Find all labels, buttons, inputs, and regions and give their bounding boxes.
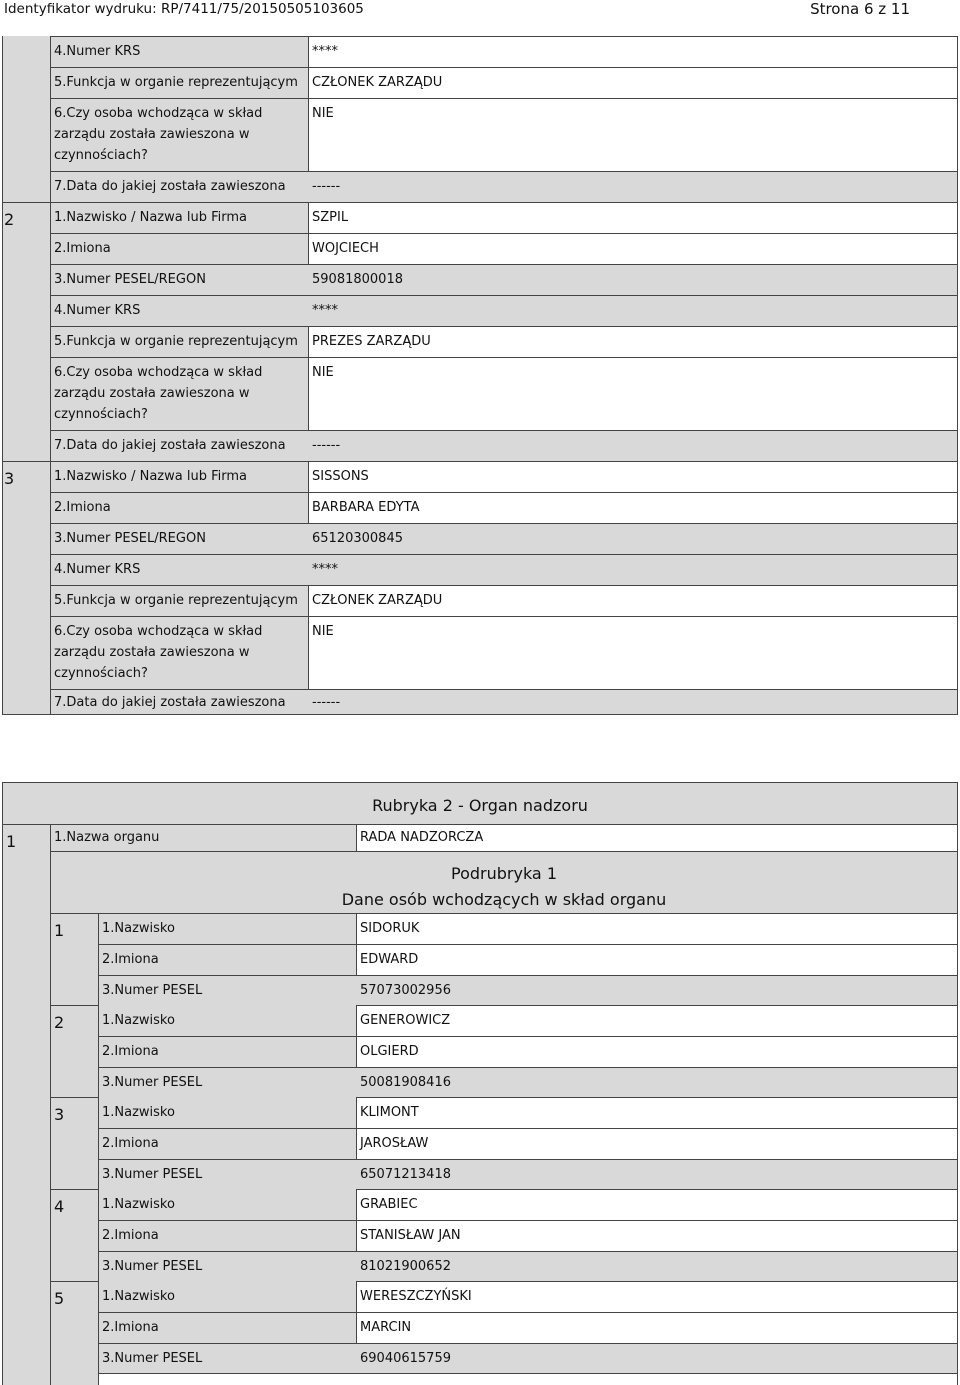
label-function: 5.Funkcja w organie reprezentującym bbox=[54, 75, 298, 90]
value-function: PREZES ZARZĄDU bbox=[312, 334, 431, 349]
member-index: 3 bbox=[54, 1105, 65, 1124]
board-table bbox=[2, 36, 958, 715]
value-pesel: 65071213418 bbox=[360, 1167, 451, 1182]
label-pesel: 3.Numer PESEL bbox=[102, 1259, 203, 1274]
value-surname: SISSONS bbox=[312, 469, 369, 484]
value-krs: **** bbox=[312, 44, 338, 59]
value-pesel: 57073002956 bbox=[360, 983, 451, 998]
label-names: 2.Imiona bbox=[102, 1320, 159, 1335]
value-krs: **** bbox=[312, 303, 338, 318]
label-surname: 1.Nazwisko / Nazwa lub Firma bbox=[54, 469, 247, 484]
section-title: Rubryka 2 - Organ nadzoru bbox=[372, 796, 588, 815]
label-surname: 1.Nazwisko bbox=[102, 1013, 175, 1028]
index-column bbox=[2, 824, 50, 1385]
member-index-column bbox=[50, 913, 98, 1385]
label-function: 5.Funkcja w organie reprezentującym bbox=[54, 334, 298, 349]
label-function: 5.Funkcja w organie reprezentującym bbox=[54, 593, 298, 608]
label-krs: 4.Numer KRS bbox=[54, 44, 141, 59]
label-suspended-3: czynnościach? bbox=[54, 148, 148, 163]
value-date: ------ bbox=[312, 695, 341, 710]
label-surname: 1.Nazwisko bbox=[102, 1197, 175, 1212]
label-suspended-1: 6.Czy osoba wchodząca w skład bbox=[54, 106, 263, 121]
value-surname: GRABIEC bbox=[360, 1197, 418, 1212]
value-names: STANISŁAW JAN bbox=[360, 1228, 461, 1243]
krs-row bbox=[50, 295, 958, 326]
label-krs: 4.Numer KRS bbox=[54, 303, 141, 318]
label-surname: 1.Nazwisko bbox=[102, 1289, 175, 1304]
label-names: 2.Imiona bbox=[102, 952, 159, 967]
pesel-row bbox=[98, 1251, 958, 1281]
value-suspended: NIE bbox=[312, 106, 334, 121]
value-names: OLGIERD bbox=[360, 1044, 419, 1059]
label-suspended-2: zarządu została zawieszona w bbox=[54, 386, 250, 401]
value-surname: SIDORUK bbox=[360, 921, 420, 936]
label-suspended-1: 6.Czy osoba wchodząca w skład bbox=[54, 365, 263, 380]
value-pesel: 59081800018 bbox=[312, 272, 403, 287]
subsection-title: Podrubryka 1 bbox=[451, 864, 557, 883]
person-index: 2 bbox=[4, 210, 15, 229]
label-pesel: 3.Numer PESEL bbox=[102, 1351, 203, 1366]
person-index: 3 bbox=[4, 469, 15, 488]
value-pesel: 81021900652 bbox=[360, 1259, 451, 1274]
index-column bbox=[2, 36, 50, 715]
value-krs: **** bbox=[312, 562, 338, 577]
member-index: 4 bbox=[54, 1197, 65, 1216]
value-pesel: 50081908416 bbox=[360, 1075, 451, 1090]
value-date: ------ bbox=[312, 438, 341, 453]
label-surname: 1.Nazwisko bbox=[102, 921, 175, 936]
member-index: 1 bbox=[54, 921, 65, 940]
label-pesel: 3.Numer PESEL/REGON bbox=[54, 272, 206, 287]
pesel-row bbox=[98, 1159, 958, 1189]
label-names: 2.Imiona bbox=[54, 500, 111, 515]
label-pesel: 3.Numer PESEL bbox=[102, 1075, 203, 1090]
value-names: BARBARA EDYTA bbox=[312, 500, 420, 515]
label-surname: 1.Nazwisko / Nazwa lub Firma bbox=[54, 210, 247, 225]
pesel-row bbox=[98, 1067, 958, 1097]
label-surname: 1.Nazwisko bbox=[102, 1105, 175, 1120]
label-suspended-2: zarządu została zawieszona w bbox=[54, 645, 250, 660]
value-suspended: NIE bbox=[312, 365, 334, 380]
value-names: MARCIN bbox=[360, 1320, 412, 1335]
value-surname: SZPIL bbox=[312, 210, 349, 225]
page-number: Strona 6 z 11 bbox=[810, 0, 910, 18]
label-names: 2.Imiona bbox=[102, 1044, 159, 1059]
label-suspended-3: czynnościach? bbox=[54, 407, 148, 422]
label-date: 7.Data do jakiej została zawieszona bbox=[54, 438, 286, 453]
value-function: CZŁONEK ZARZĄDU bbox=[312, 75, 443, 90]
value-surname: WERESZCZYŃSKI bbox=[360, 1289, 472, 1304]
value-surname: KLIMONT bbox=[360, 1105, 419, 1120]
label-organ: 1.Nazwa organu bbox=[54, 830, 160, 845]
value-names: EDWARD bbox=[360, 952, 419, 967]
krs-row bbox=[50, 554, 958, 585]
label-suspended-1: 6.Czy osoba wchodząca w skład bbox=[54, 624, 263, 639]
label-pesel: 3.Numer PESEL/REGON bbox=[54, 531, 206, 546]
label-names: 2.Imiona bbox=[102, 1228, 159, 1243]
value-pesel: 69040615759 bbox=[360, 1351, 451, 1366]
label-date: 7.Data do jakiej została zawieszona bbox=[54, 695, 286, 710]
value-function: CZŁONEK ZARZĄDU bbox=[312, 593, 443, 608]
subsection-subtitle: Dane osób wchodzących w skład organu bbox=[341, 890, 667, 909]
member-index: 5 bbox=[54, 1289, 65, 1308]
value-date: ------ bbox=[312, 179, 341, 194]
council-table bbox=[2, 782, 958, 1385]
label-suspended-3: czynnościach? bbox=[54, 666, 148, 681]
value-organ: RADA NADZORCZA bbox=[360, 830, 484, 845]
value-suspended: NIE bbox=[312, 624, 334, 639]
member-index: 2 bbox=[54, 1013, 65, 1032]
label-pesel: 3.Numer PESEL bbox=[102, 1167, 203, 1182]
pesel-row bbox=[98, 1343, 958, 1373]
print-identifier: Identyfikator wydruku: RP/7411/75/20150505103605 bbox=[4, 1, 364, 17]
value-names: WOJCIECH bbox=[312, 241, 379, 256]
value-pesel: 65120300845 bbox=[312, 531, 403, 546]
value-names: JAROSŁAW bbox=[360, 1136, 429, 1151]
value-surname: GENEROWICZ bbox=[360, 1013, 451, 1028]
label-pesel: 3.Numer PESEL bbox=[102, 983, 203, 998]
label-suspended-2: zarządu została zawieszona w bbox=[54, 127, 250, 142]
label-date: 7.Data do jakiej została zawieszona bbox=[54, 179, 286, 194]
label-names: 2.Imiona bbox=[54, 241, 111, 256]
label-krs: 4.Numer KRS bbox=[54, 562, 141, 577]
label-names: 2.Imiona bbox=[102, 1136, 159, 1151]
pesel-row bbox=[98, 975, 958, 1005]
organ-index: 1 bbox=[6, 832, 17, 851]
